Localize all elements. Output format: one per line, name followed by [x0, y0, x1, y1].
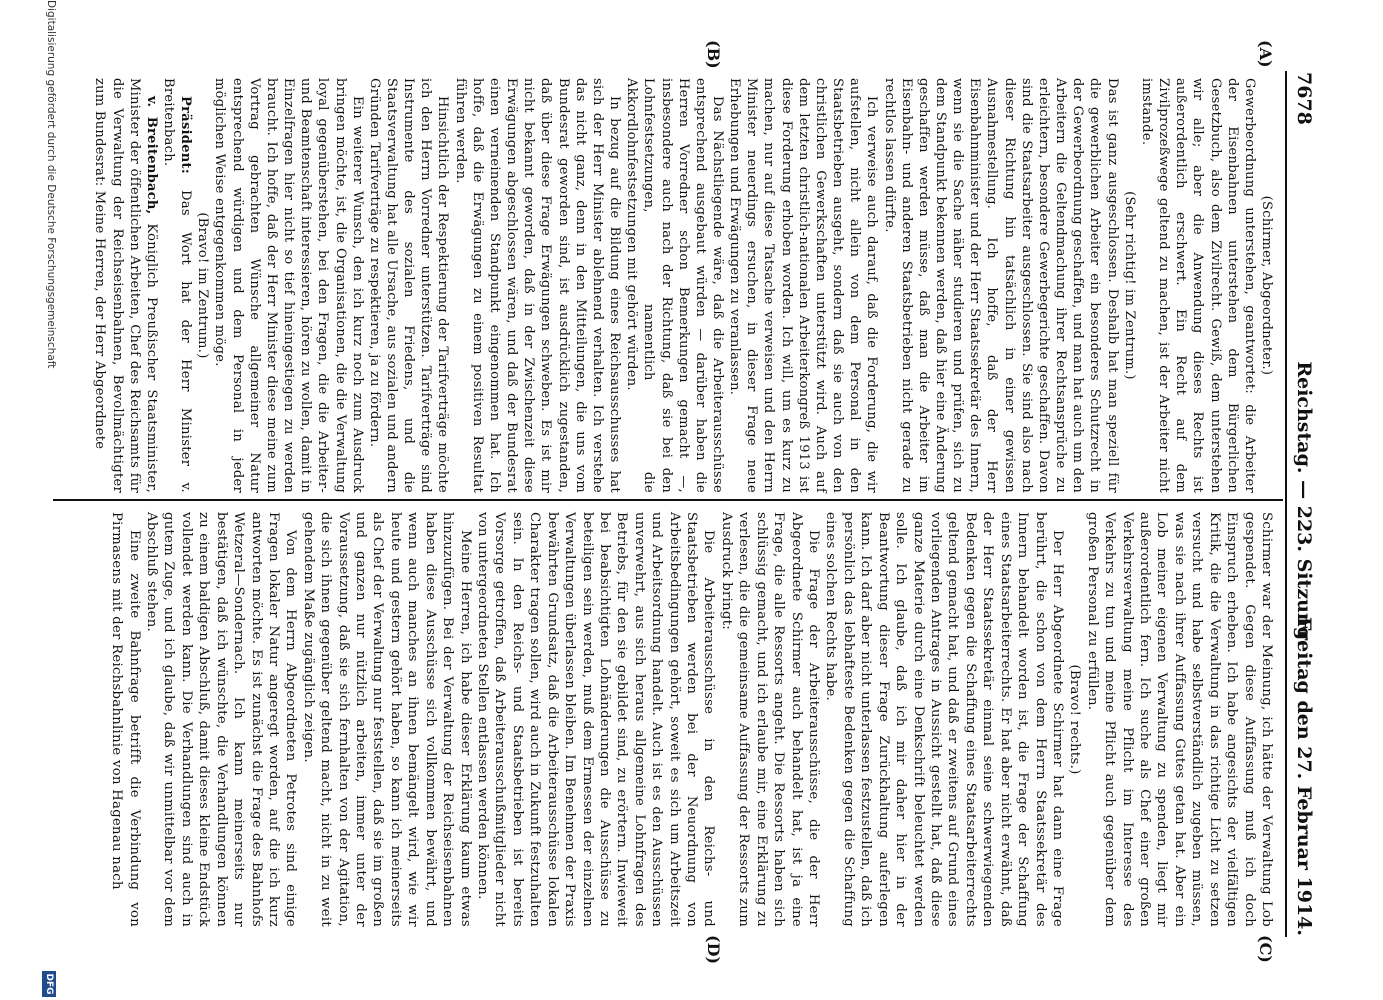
dfg-logo: DFG: [42, 971, 56, 997]
paragraph: Das ist ganz ausgeschlossen. Deshalb hat man speziell für die gewerblichen Arbeiter ein besonderes Schutzrecht in der Gewerbeordnung geschaffen, und man hat auch um den Arbeitern die Geltendmachung ihrer Rechtsansprüche zu erleichtern, besondere Gewerbegerichte geschaffen. Davon sind die Staatsarbeiter ausgeschlossen. Sie sind also nach dieser Richtung hin tatsächlich in einer gewissen Ausnahmestellung. Ich hoffe, daß der Herr Eisenbahnminister und der Herr Staatssekretär des Innern, wenn sie die Sache näher studieren und prüfen, sich zu dem Standpunkt bekennen werden, daß hier eine Änderung geschaffen werden müsse, daß man die Arbeiter im Eisenbahn- und anderen Staatsbetrieben nicht gerade zu rechtlos lassen dürfte.: [881, 78, 1120, 493]
paragraph: Meine Herren, ich habe dieser Erklärung kaum etwas hinzuzufügen. Bei der Verwaltung der Reichseisenbahnen haben diese Ausschüsse sich vollkommen bewährt, und wenn auch manches an ihnen bemängelt wird, wie wir heute und gestern gehört haben, so kann ich meinerseits als Chef der Verwaltung nur feststellen, daß sie im großen und ganzen nur nützlich arbeiten, immer unter der Voraussetzung, daß sie sich fernhalten von der Agitation, die sich ihnen gegenüber geltend macht, nicht in zu weit gehendem Maße zugänglich zeigen.: [300, 512, 473, 927]
interjection: (Sehr richtig! im Zentrum.): [1121, 191, 1137, 380]
president-label: Präsident:: [178, 96, 194, 174]
paragraph: Eine zweite Bahnfrage betrifft die Verbindung von Pirmasens mit der Reichsbahnlinie von Hagenau nach: [109, 512, 142, 927]
margin-marker-c: (C): [1256, 935, 1275, 963]
paragraph: Das Nächstliegende wäre, daß die Arbeiterausschüsse entsprechend ausgebaut würden — darüber haben die Herren Vorredner schon Bemerkungen gemacht —, insbesondere auch nach der Richtung, daß sie bei den Lohnfestsetzungen, namentlich die Akkordlohnfestsetzungen mit gehört würden.: [624, 78, 725, 493]
quoted-statement: Die Arbeiterausschüsse in den Reichs- und Staatsbetrieben werden bei der Neuordnung von Arbeitsbedingungen gehört, soweit es sich um Arbeitszeit und Arbeitsordnung handelt. Auch ist es den Ausschüssen unverwehrt, aus sich heraus allgemeine Lohnfragen des Betriebs, für den sie gebildet sind, zu erörtern. Inwieweit bei beabsichtigten Lohnänderungen die Ausschüsse zu beteiligen sein werden, muß dem Ermessen der einzelnen Verwaltungen überlassen bleiben. Im Benehmen der Praxis bewährten Grundsatz, daß die Arbeiterausschüsse lokalen Charakter tragen sollen, wird auch in Zukunft festzuhalten sein. In den Reichs- und Staatsbetrieben ist bereits Vorsorge getroffen, daß Arbeiterausschußmitglieder nicht von untergeordneten Stellen entlassen werden können.: [475, 512, 717, 927]
header-date: Freitag den 27. Februar 1914.: [1293, 616, 1315, 936]
column-separator: [53, 499, 1283, 501]
margin-marker-d: (D): [704, 935, 723, 965]
funding-note: Digitalisierung gefördert durch die Deutsche Forschungsgemeinschaft: [45, 0, 57, 369]
paragraph: Der Herr Abgeordnete Schirmer hat dann eine Frage berührt, die schon von dem Herrn Staatssekretär des Innern behandelt worden ist, die Frage der Schaffung eines Staatsarbeiterrechts. Er hat aber nicht erwähnt, daß der Herr Staatssekretär einmal seine schwerwiegenden Bedenken gegen die Schaffung eines Staatsarbeiterrechts geltend gemacht hat, und daß er zweitens auf Grund eines vorliegenden Antrages in Aussicht gestellt hat, daß diese ganze Materie durch eine Denkschrift beleuchtet werden solle. Ich glaube, daß ich mir daher hier in der Beantwortung dieser Frage Zurückhaltung auferlegen kann. Ich darf aber nicht unterlassen festzustellen, daß ich persönlich das lebhafteste Bedenken gegen die Schaffung eines solchen Rechts habe.: [823, 512, 1065, 927]
page-number: 7678: [1293, 72, 1315, 125]
paragraph: Gewerbeordnung unterstehen, geantwortet: die Arbeiter der Eisenbahnen unterstehen dem Bürgerlichen Gesetzbuch, also dem Zivilrecht. Gewiß, dem unterstehen wir alle; aber die Anwendung dieses Rechts ist außerordentlich erschwert. Ein Recht auf dem Zivilprozeßwege geltend zu machen, ist der Arbeiter nicht imstande.: [1138, 78, 1257, 493]
interjection: (Bravo! im Zentrum.): [195, 212, 211, 359]
margin-marker-b: (B): [704, 40, 723, 69]
paragraph: Ein weiterer Wunsch, den ich kurz noch zum Ausdruck bringen möchte, ist, die Organisationen, die die Verwaltung loyal gegenüberstehen, bei den Fragen, die die Arbeiter- und Beamtenschaft interessieren, hören zu wollen, damit in Einzelfragen hier nicht so tief hineingestiegen zu werden braucht. Ich hoffe, daß der Herr Minister diese meine zum Vortrag gebrachten Wünsche allgemeiner Natur entsprechend würdigen und dem Personal in jeder möglichen Weise entgegenkommen möge.: [212, 78, 365, 493]
interjection: (Bravo! rechts.): [1067, 664, 1083, 775]
minister-paragraph: [91, 78, 160, 493]
header-title: Reichstag. — 223. Sitzung.: [1293, 361, 1315, 647]
right-column: [108, 512, 1275, 927]
paragraph: Schirmer war der Meinung, ich hätte der Verwaltung Lob gespendet. Gegen diese Auffassung muß ich doch Einspruch erheben. Ich habe angesichts der vielfältigen Kritik, die die Verwaltung in das richtige Licht zu setzen versucht und habe selbstverständlich zugeben müssen, was sie nach ihrer Auffassung Gutes getan hat. Aber ein Lob meiner eigenen Verwaltung zu spenden, liegt mir außerordentlich fern. Ich suche als Chef einer großen Verkehrsverwaltung meine Pflicht im Interesse des Verkehrs zu tun und meine Pflicht auch gegenüber dem großen Personal zu erfüllen.: [1084, 512, 1274, 927]
speaker-tag: (Schirmer, Abgeordneter.): [1259, 195, 1274, 376]
paragraph: Hinsichtlich der Respektierung der Tarifverträge möchte ich den Herrn Vorredner unterstützen. Tarifverträge sind Instrumente des sozialen Friedens, und die Staatsverwaltung hat alle Ursache, aus sozialen und andern Gründen Tarifverträge zu respektieren, ja zu fördern.: [366, 78, 451, 493]
paragraph: Von dem Herrn Abgeordneten Petrotes sind einige Fragen lokaler Natur angeregt worden, auf die ich kurz antworten möchte. Es ist zunächst die Frage des Bahnhofs Wetzeral—Sondernach. Ich kann meinerseits nur bestätigen, daß ich wünschte, die Verhandlungen können zu einem baldigen Abschluß, damit dieses kleine Endstück vollendet werden kann. Die Verhandlungen sind auch in gutem Zuge, und ich glaube, daß wir unmittelbar vor dem Abschluß stehen.: [144, 512, 299, 927]
paragraph: Die Frage der Arbeiterausschüsse, die der Herr Abgeordnete Schirmer auch behandelt hat, ist ja eine Frage, die alle Ressorts angeht. Die Ressorts haben sich schlüssig gemacht, und ich erlaube mir, eine Erklärung zu verlesen, die die gemeinsame Auffassung der Ressorts zum Ausdruck bringt:: [718, 512, 822, 927]
header-rule: [1285, 71, 1287, 937]
minister-name: v. Breitenbach,: [143, 96, 159, 215]
page-footer: [3, 0, 61, 1000]
page-header: [1291, 72, 1315, 936]
margin-marker-a: (A): [1256, 40, 1275, 68]
president-paragraph: [160, 78, 194, 493]
paragraph: In bezug auf die Bildung eines Reichsausschusses hat sich der Herr Minister ablehnend verhalten. Ich verstehe das nicht ganz, denn in den Mitteilungen, die uns vom Bundesrat geworden sind, ist ausdrücklich zugestanden, daß über diese Frage Erwägungen schweben. Es ist mir nicht bekannt geworden, daß in der Zwischenzeit diese Erwägungen abgeschlossen wären, und daß der Bundesrat einen verneinenden Standpunkt eingenommen hat. Ich hoffe, daß die Erwägungen zu einem positiven Resultat führen werden.: [452, 78, 623, 493]
president-text: Das Wort hat der Herr Minister v. Breitenbach.: [161, 78, 194, 493]
paragraph: Ich verweise auch darauf, daß die Forderung, die wir aufstellen, nicht allein von dem Personal in den Staatsbetrieben ausgeht, sondern daß sie auch von den christlichen Gewerkschaften unterstützt wird. Auch auf dem letzten christlich-nationalen Arbeiterkongreß 1913 ist diese Forderung erhoben worden. Ich will, um es kurz zu machen, nur auf diese Tatsache verweisen und den Herrn Minister neuerdings ersuchen, in dieser Frage neue Erhebungen und Erwägungen zu veranlassen.: [727, 78, 880, 493]
minister-text: Königlich Preußischer Staatsminister, Minister der öffentlichen Arbeiten, Chef des Reichsamts für die Verwaltung der Reichseisenbahnen, Bevollmächtigter zum Bundesrat: Meine Herren, der Herr Abgeordnete: [92, 78, 159, 494]
left-column: [91, 78, 1275, 493]
